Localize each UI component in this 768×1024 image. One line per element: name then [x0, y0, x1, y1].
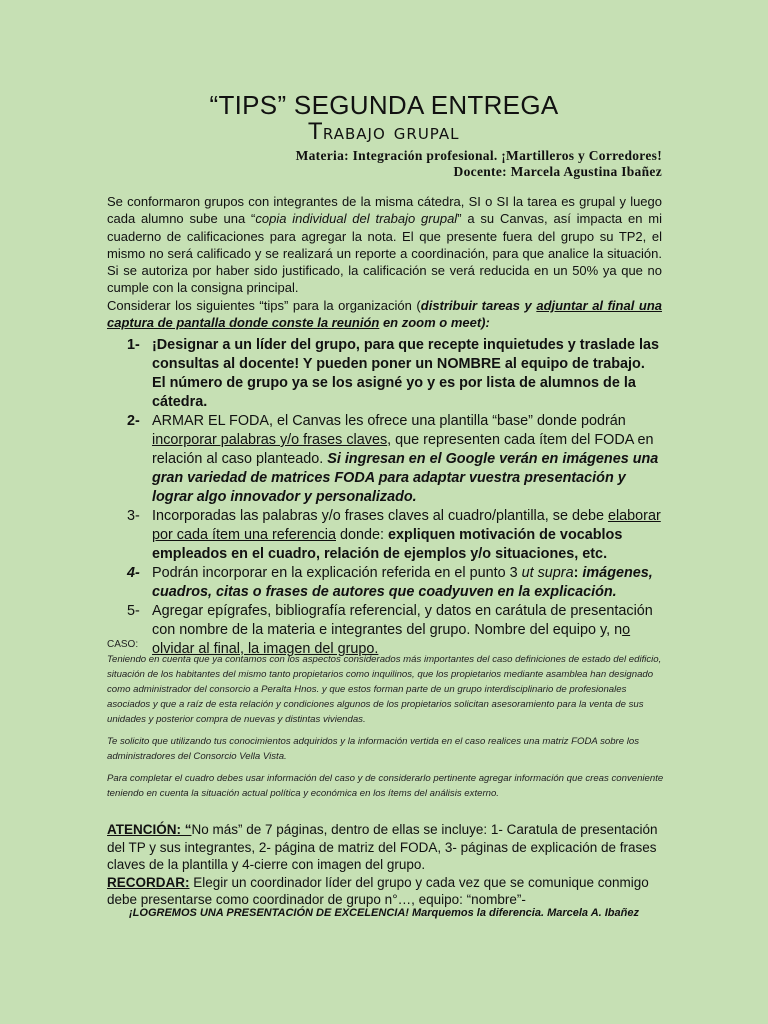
- tip-colon: :: [573, 565, 583, 581]
- tip-item: [107, 336, 662, 412]
- case-label: CASO:: [107, 639, 139, 650]
- consider-text: Considerar los siguientes “tips” para la organización (: [107, 297, 421, 313]
- case-paragraph: Teniendo en cuenta que ya contamos con los aspectos considerados más importantes del caso definiciones de estado del edificio, situación de los habitantes del mismo tanto propietarios como inquilinos, que los propietarios mediante asamblea han designado como administrador del consorcio a Peralta Hnos. y que estos forman parte de un grupo interdisciplinario de profesionales asociados y que a raíz de esta relación y condiciones algunos de los propietarios solicitan asesoramiento para la venta de sus unidades y posterior compra de nuevas y distintas viviendas.: [107, 654, 662, 725]
- tip-text: ¡Designar a un líder del grupo, para que recepte inquietudes y traslade las consultas al docente! Y pueden poner un NOMBRE al equipo de trabajo. El número de grupo ya se los asigné yo y es por lista de alumnos de la cátedra.: [152, 337, 660, 410]
- tip-number: 3-: [127, 508, 140, 524]
- document-subtitle: Trabajo grupal: [308, 120, 460, 145]
- tip-italic: ut supra: [521, 565, 574, 581]
- reminder-note: [107, 874, 663, 909]
- attention-text: No más” de 7 páginas, dentro de ellas se incluye: 1- Caratula de presentación del TP y sus integrantes, 2- página de matriz del FODA, 3- páginas de explicación de frases claves de la plantilla y 4-cierre con imagen del grupo.: [107, 822, 658, 873]
- intro-text-cont: ” a su Canvas, así impacta en mi cuaderno de calificaciones para agregar la nota. El que presente fuera del grupo su TP2, el mismo no será calificado y se realizará un reporte a coordinación, para que analice la situación. Si se autoriza por haber sido justificado, la calificación se verá reducida en un 50% ya que no cumple con la consigna principal.: [107, 211, 662, 296]
- intro-italic-text: copia individual del trabajo grupal: [255, 211, 458, 227]
- tip-underlined: incorporar palabras y/o frases claves: [152, 432, 388, 448]
- document-title: “TIPS” SEGUNDA ENTREGA: [209, 90, 559, 120]
- case-paragraph: Para completar el cuadro debes usar información del caso y de considerarlo pertinente agregar información que creas conveniente teniendo en cuenta la situación actual política y económica en los ítems del análisis externo.: [107, 773, 664, 799]
- tip-item: [107, 412, 662, 507]
- intro-paragraph: [107, 193, 662, 297]
- consider-emphasis-end: en zoom o meet): [379, 315, 486, 331]
- consider-colon: :: [485, 315, 490, 331]
- tip-number: 4-: [127, 565, 140, 581]
- tip-text: Agregar epígrafes, bibliografía referencial, y datos en carátula de presentación con nombre de la materia e integrantes del grupo. Nombre del equipo y, n: [152, 603, 653, 638]
- course-info: [296, 148, 662, 180]
- tip-item: [107, 507, 662, 564]
- attention-note: [107, 821, 663, 874]
- closing-line: ¡LOGREMOS UNA PRESENTACIÓN DE EXCELENCIA! Marquemos la diferencia. Marcela A. Ibañez: [129, 907, 639, 919]
- tip-text-cont: donde:: [336, 527, 389, 543]
- tip-bold: expliquen motivación de vocablos empleados en el cuadro, relación de ejemplos y/o situaciones, etc.: [152, 527, 623, 562]
- tip-number: 5-: [127, 603, 140, 619]
- tip-text-cont: , que representen cada ítem del FODA en relación al caso planteado.: [152, 432, 654, 467]
- tip-underlined: elaborar por cada ítem una referencia: [152, 508, 661, 543]
- tip-item: [107, 564, 662, 602]
- consider-underlined: adjuntar al final una captura de pantalla donde conste la reunión: [107, 297, 662, 331]
- footer-section: [107, 821, 663, 909]
- consider-emphasis: distribuir tareas y: [420, 297, 537, 313]
- attention-label: ATENCIÓN: “: [107, 822, 192, 837]
- intro-text: Se conformaron grupos con integrantes de la misma cátedra, SI o SI la tarea es grupal y luego cada alumno sube una “: [107, 194, 662, 227]
- intro-section: [107, 193, 662, 331]
- tip-emphasis: Si ingresan en el Google verán en imágenes una gran variedad de matrices FODA para adaptar vuestra presentación y lograr algo innovador y personalizado.: [152, 451, 659, 505]
- tip-underlined: o olvidar al final, la imagen del grupo.: [152, 622, 631, 657]
- consider-paragraph: [107, 297, 662, 332]
- case-paragraph: Te solicito que utilizando tus conocimientos adquiridos y la información vertida en el caso realices una matriz FODA sobre los administradores del Consorcio Vella Vista.: [107, 736, 640, 762]
- tip-text: Podrán incorporar en la explicación referida en el punto 3: [152, 565, 522, 581]
- teacher-line: Docente: Marcela Agustina Ibañez: [453, 164, 662, 179]
- tips-list: [107, 336, 662, 659]
- case-section: [107, 637, 665, 808]
- tip-text: Incorporadas las palabras y/o frases claves al cuadro/plantilla, se debe: [152, 508, 608, 524]
- tip-number: 1-: [127, 337, 140, 353]
- subject-line: Materia: Integración profesional. ¡Martilleros y Corredores!: [295, 148, 662, 163]
- reminder-text: Elegir un coordinador líder del grupo y cada vez que se comunique conmigo debe presentarse como coordinador de grupo n°…, equipo: “nombre”-: [107, 874, 649, 908]
- tip-number: 2-: [127, 413, 140, 429]
- tip-emphasis: imágenes, cuadros, citas o frases de autores que coadyuven en la explicación.: [152, 565, 653, 600]
- tip-text: ARMAR EL FODA, el Canvas les ofrece una plantilla “base” donde podrán: [152, 413, 626, 429]
- reminder-label: RECORDAR:: [107, 874, 190, 890]
